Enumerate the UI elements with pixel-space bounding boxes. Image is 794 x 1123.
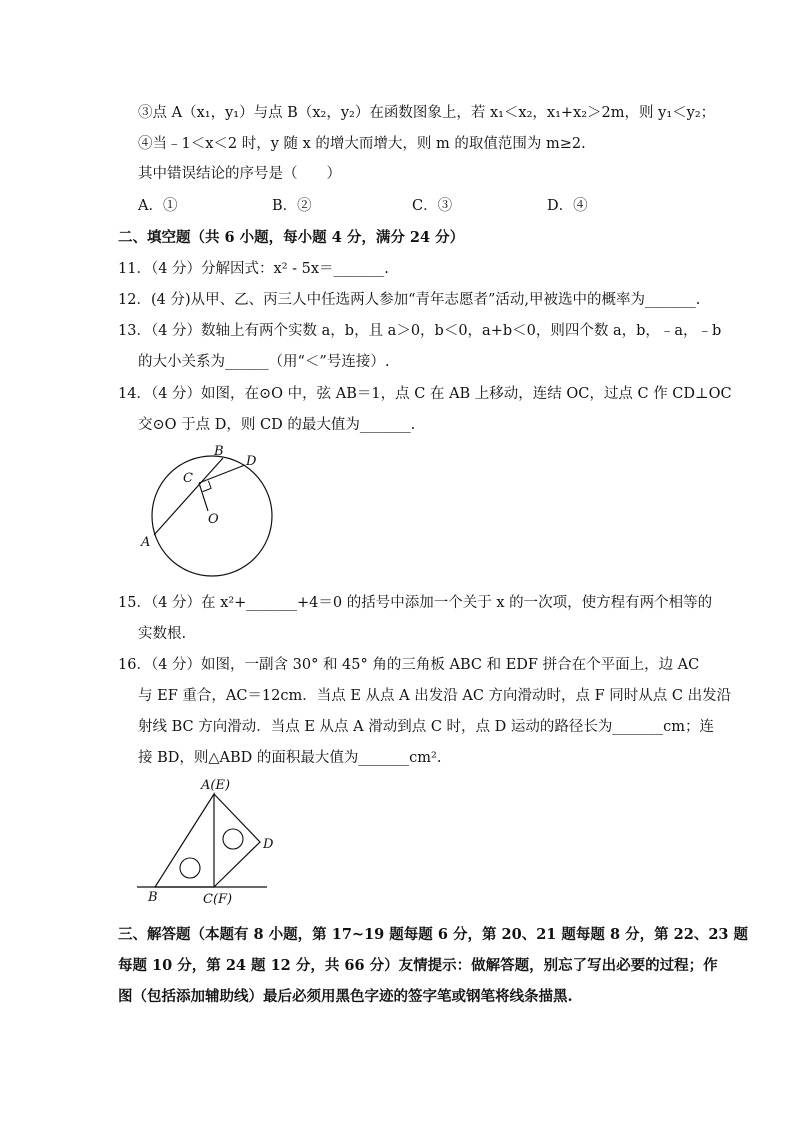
q16-line1: 16．（4 分）如图，一副含 30° 和 45° 角的三角板 ABC 和 EDF 拼合在个平面上，边 AC [118,657,700,673]
q16-line2: 与 EF 重合，AC＝12cm．当点 E 从点 A 出发沿 AC 方向滑动时，点 F 同时从点 C 出发沿 [138,688,732,704]
q13-line1: 13．（4 分）数轴上有两个实数 a，b，且 a＞0，b＜0，a+b＜0，则四个数 a，b，﹣a，﹣b [118,323,722,339]
label-a: A [141,535,151,550]
label-b: B [214,444,224,459]
q10-item3: ③点 A（x₁，y₁）与点 B（x₂，y₂）在函数图象上，若 x₁＜x₂，x₁+x₂＞2m，则 y₁＜y₂； [138,105,716,121]
section2-heading: 二、填空题（共 6 小题，每小题 4 分，满分 24 分） [118,229,465,246]
triangle-abc [155,794,214,887]
q10-option-b: B．② [272,198,312,214]
q16-line3: 射线 BC 方向滑动．当点 E 从点 A 滑动到点 C 时，点 D 运动的路径长为_______cm；连 [138,719,715,735]
label-cf: C(F) [203,892,233,907]
q10-prompt: 其中错误结论的序号是（ ） [138,166,341,182]
q13-line2: 的大小关系为______（用“＜”号连接）. [138,354,390,370]
label-b2: B [148,890,158,905]
q16-line4: 接 BD，则△ABD 的面积最大值为_______cm². [138,750,442,766]
label-ae: A(E) [201,778,231,793]
label-d: D [246,454,257,469]
q14-line2: 交⊙O 于点 D，则 CD 的最大值为_______. [138,417,416,433]
q14-line1: 14．（4 分）如图，在⊙O 中，弦 AB＝1，点 C 在 AB 上移动，连结 OC，过点 C 作 CD⊥OC [118,386,732,402]
q10-option-a: A．① [138,198,178,214]
section3-line3: 图（包括添加辅助线）最后必须用黑色字迹的签字笔或钢笔将线条描黑. [118,988,573,1005]
section3-line2: 每题 10 分，第 24 题 12 分，共 66 分）友情提示：做解答题，别忘了写出必要的过程；作 [118,957,718,974]
q10-item4: ④当﹣1＜x＜2 时，y 随 x 的增大而增大，则 m 的取值范围为 m≥2. [138,136,586,152]
q11-text: 11．（4 分）分解因式：x² - 5x＝_______. [118,261,389,277]
label-o: O [208,512,219,527]
label-c: C [183,471,193,486]
triangle-edf [214,794,260,887]
q12-text: 12．(4 分)从甲、乙、丙三人中任选两人参加“青年志愿者”活动,甲被选中的概率为_______. [118,292,701,308]
hole-edf [223,829,243,849]
q10-option-d: D．④ [547,198,588,214]
q15-line2: 实数根. [138,626,187,642]
hole-abc [180,858,200,878]
label-d2: D [263,837,274,852]
q15-line1: 15．（4 分）在 x²+_______+4＝0 的括号中添加一个关于 x 的一次项，使方程有两个相等的 [118,595,713,611]
q10-option-c: C．③ [412,198,453,214]
section3-line1: 三、解答题（本题有 8 小题，第 17~19 题每题 6 分，第 20、21 题每题 8 分，第 22、23 题 [118,926,749,943]
